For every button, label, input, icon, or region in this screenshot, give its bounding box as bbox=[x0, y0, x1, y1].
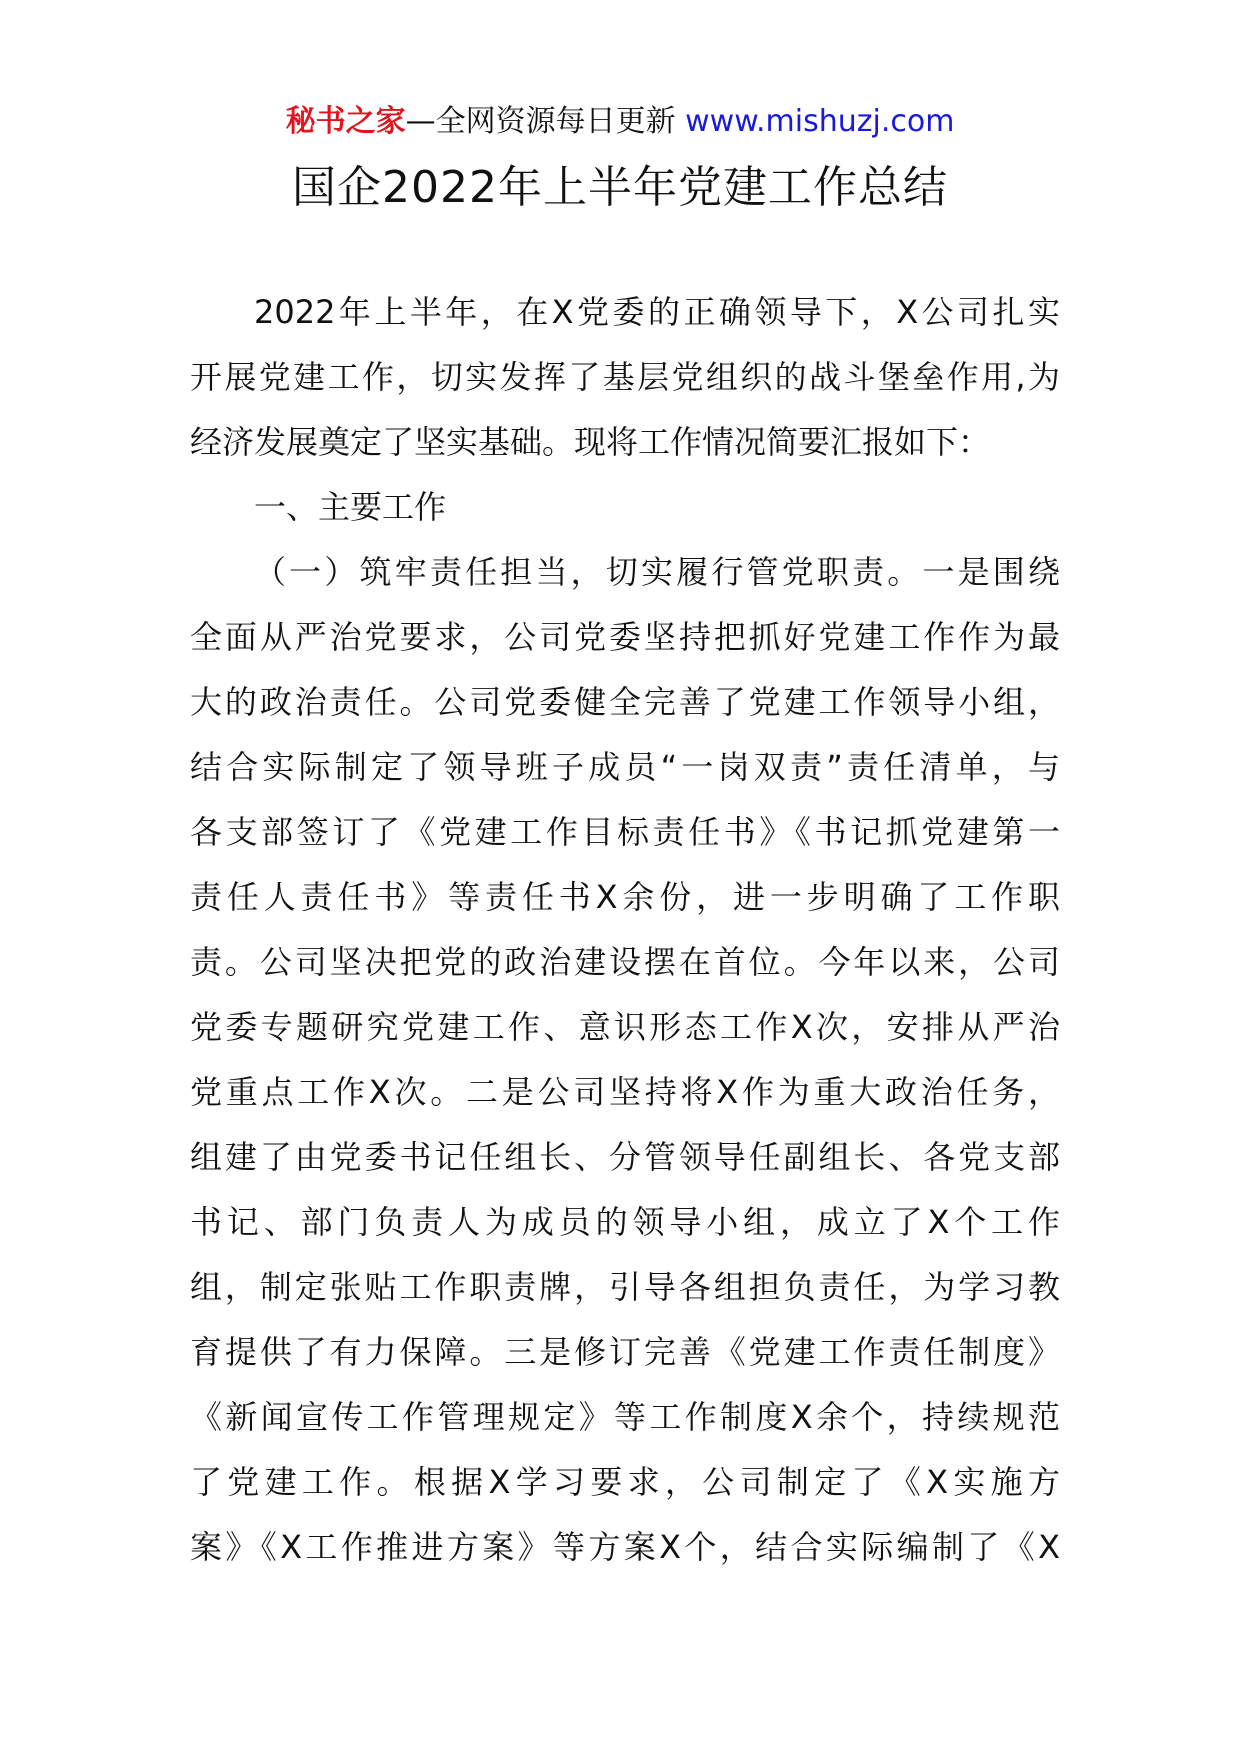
brand-name: 秘书之家 bbox=[285, 104, 406, 139]
site-header bbox=[0, 102, 1240, 142]
body-line: 《新闻宣传工作管理规定》等工作制度X余个，持续规范 bbox=[190, 1398, 1060, 1436]
body-line: 案》《X工作推进方案》等方案X个，结合实际编制了《X bbox=[190, 1528, 1060, 1566]
body-line: 组建了由党委书记任组长、分管领导任副组长、各党支部 bbox=[190, 1138, 1060, 1176]
body-line: 育提供了有力保障。三是修订完善《党建工作责任制度》 bbox=[190, 1333, 1060, 1371]
body-line: 责。公司坚决把党的政治建设摆在首位。今年以来，公司 bbox=[190, 943, 1060, 981]
body-line: 党委专题研究党建工作、意识形态工作X次，安排从严治 bbox=[190, 1008, 1060, 1046]
body-line: （一）筑牢责任担当，切实履行管党职责。一是围绕 bbox=[254, 553, 1060, 591]
body-line: 大的政治责任。公司党委健全完善了党建工作领导小组， bbox=[190, 683, 1060, 721]
body-line: 责任人责任书》等责任书X余份，进一步明确了工作职 bbox=[190, 878, 1060, 916]
body-line: 开展党建工作，切实发挥了基层党组织的战斗堡垒作用,为 bbox=[190, 358, 1060, 396]
body-line: 党重点工作X次。二是公司坚持将X作为重大政治任务， bbox=[190, 1073, 1060, 1111]
body-line: 结合实际制定了领导班子成员“一岗双责”责任清单，与 bbox=[190, 748, 1060, 786]
body-line: 2022年上半年，在X党委的正确领导下，X公司扎实 bbox=[254, 293, 1060, 331]
body-line: 全面从严治党要求，公司党委坚持把抓好党建工作作为最 bbox=[190, 618, 1060, 656]
document-title: 国企2022年上半年党建工作总结 bbox=[292, 162, 948, 213]
section-heading: 一、主要工作 bbox=[254, 488, 447, 526]
site-url-link[interactable]: www.mishuzj.com bbox=[685, 104, 955, 139]
body-line: 组，制定张贴工作职责牌，引导各组担负责任，为学习教 bbox=[190, 1268, 1060, 1306]
document-body bbox=[190, 292, 1060, 1592]
header-tagline: —全网资源每日更新 bbox=[405, 104, 676, 139]
body-line: 书记、部门负责人为成员的领导小组，成立了X个工作 bbox=[190, 1203, 1060, 1241]
body-line: 了党建工作。根据X学习要求，公司制定了《X实施方 bbox=[190, 1463, 1060, 1501]
body-line: 各支部签订了《党建工作目标责任书》《书记抓党建第一 bbox=[190, 813, 1060, 851]
body-line: 经济发展奠定了坚实基础。现将工作情况简要汇报如下： bbox=[190, 423, 991, 461]
